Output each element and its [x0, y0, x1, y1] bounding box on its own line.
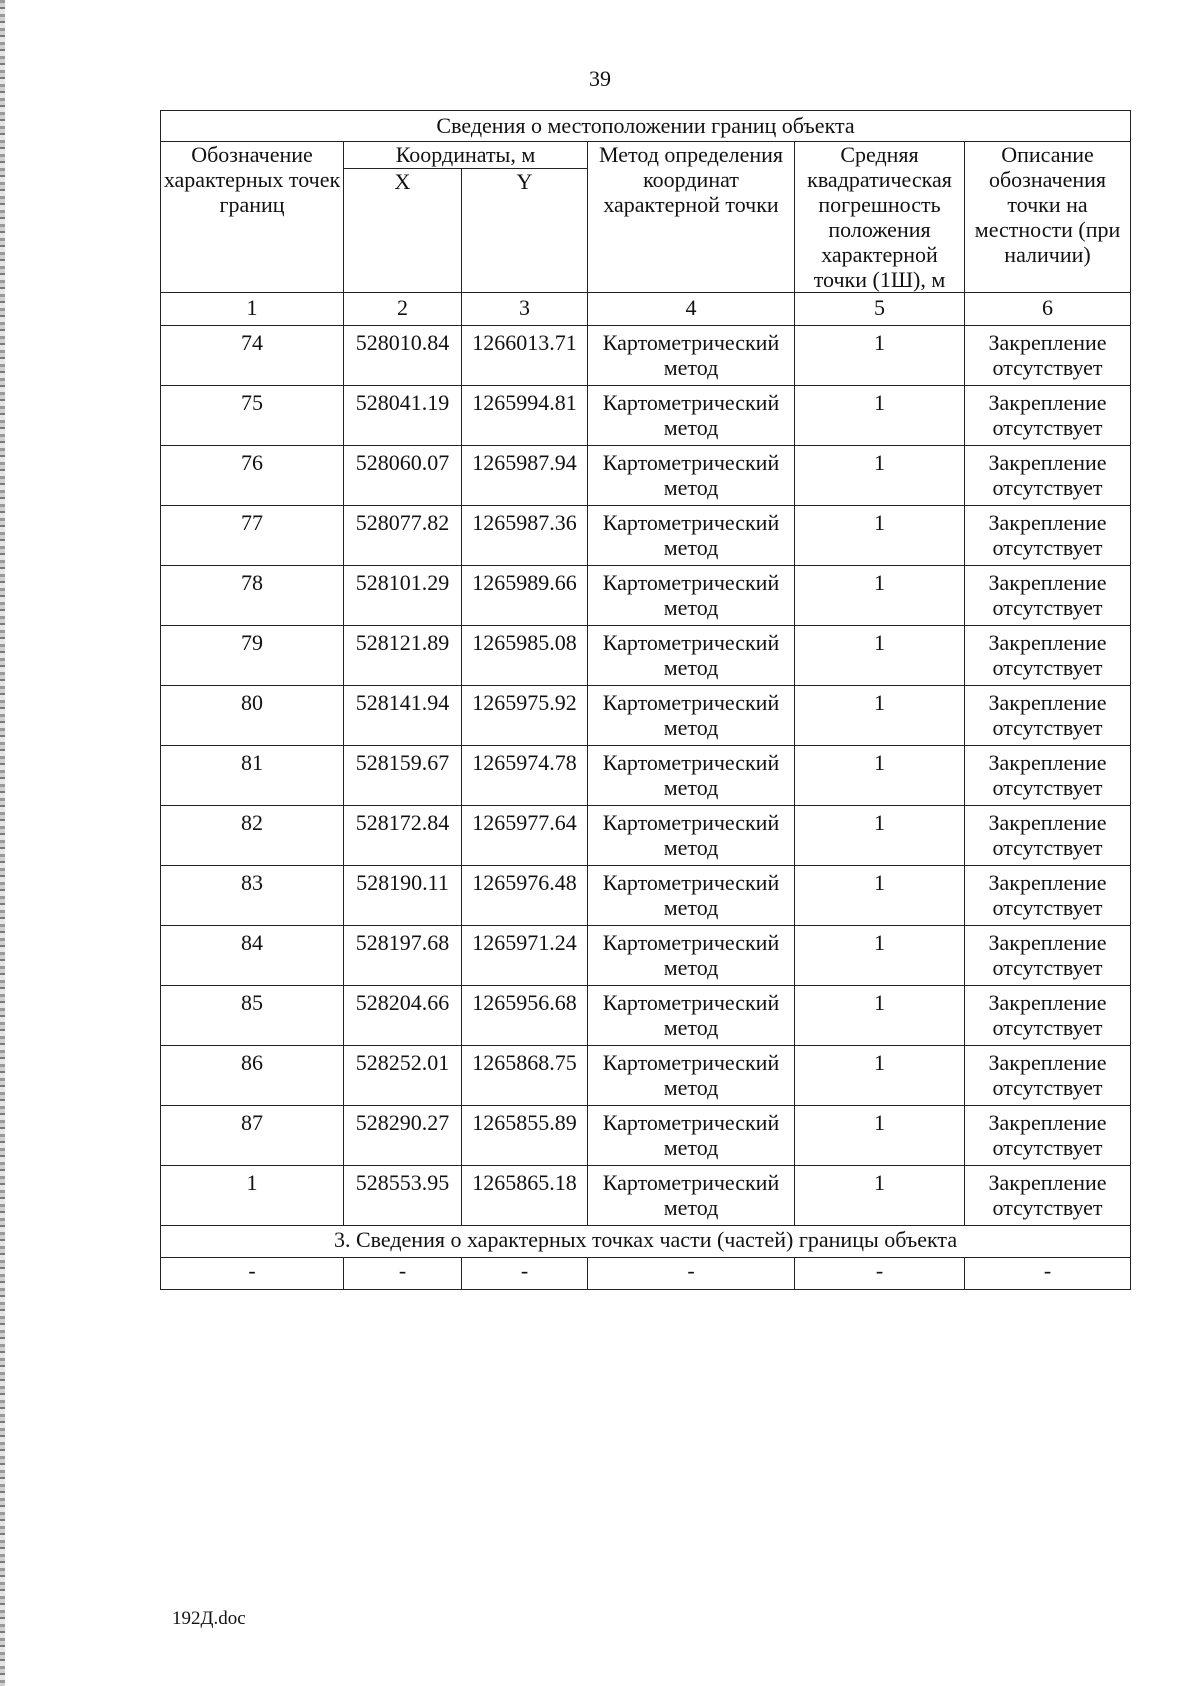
error-cell: 1 — [795, 866, 965, 926]
table-row — [161, 1046, 1131, 1106]
method-cell: Картометрический метод — [588, 1046, 795, 1106]
description-cell: Закрепление отсутствует — [965, 686, 1131, 746]
x-cell: 528553.95 — [344, 1166, 462, 1226]
table-row — [161, 1166, 1131, 1226]
table-row — [161, 806, 1131, 866]
method-cell: Картометрический метод — [588, 686, 795, 746]
error-cell: 1 — [795, 926, 965, 986]
y-cell: 1265855.89 — [462, 1106, 588, 1166]
column-number: 1 — [161, 293, 344, 326]
dash-cell: - — [795, 1258, 965, 1290]
table-row — [161, 386, 1131, 446]
point-cell: 86 — [161, 1046, 344, 1106]
section3-empty-row — [161, 1258, 1131, 1290]
y-cell: 1265994.81 — [462, 386, 588, 446]
method-cell: Картометрический метод — [588, 866, 795, 926]
y-cell: 1265989.66 — [462, 566, 588, 626]
method-cell: Картометрический метод — [588, 626, 795, 686]
dash-cell: - — [462, 1258, 588, 1290]
column-number: 6 — [965, 293, 1131, 326]
description-cell: Закрепление отсутствует — [965, 926, 1131, 986]
dash-cell: - — [588, 1258, 795, 1290]
description-cell: Закрепление отсутствует — [965, 1166, 1131, 1226]
x-cell: 528121.89 — [344, 626, 462, 686]
x-cell: 528252.01 — [344, 1046, 462, 1106]
description-cell: Закрепление отсутствует — [965, 626, 1131, 686]
scan-edge — [0, 0, 5, 1686]
x-cell: 528172.84 — [344, 806, 462, 866]
method-cell: Картометрический метод — [588, 746, 795, 806]
boundary-table — [160, 110, 1131, 1290]
column-number: 5 — [795, 293, 965, 326]
point-cell: 82 — [161, 806, 344, 866]
method-cell: Картометрический метод — [588, 1166, 795, 1226]
x-cell: 528204.66 — [344, 986, 462, 1046]
header-coordinates: Координаты, м — [344, 142, 588, 169]
y-cell: 1265985.08 — [462, 626, 588, 686]
error-cell: 1 — [795, 1106, 965, 1166]
table-title: Сведения о местоположении границ объекта — [161, 111, 1131, 142]
column-number: 3 — [462, 293, 588, 326]
boundary-table-wrapper — [160, 110, 1131, 1290]
y-cell: 1265987.94 — [462, 446, 588, 506]
footer-filename: 192Д.doc — [172, 1608, 246, 1629]
description-cell: Закрепление отсутствует — [965, 986, 1131, 1046]
x-cell: 528190.11 — [344, 866, 462, 926]
point-cell: 76 — [161, 446, 344, 506]
method-cell: Картометрический метод — [588, 566, 795, 626]
y-cell: 1265865.18 — [462, 1166, 588, 1226]
table-row — [161, 746, 1131, 806]
table-row — [161, 686, 1131, 746]
method-cell: Картометрический метод — [588, 806, 795, 866]
point-cell: 85 — [161, 986, 344, 1046]
table-row — [161, 1106, 1131, 1166]
dash-cell: - — [965, 1258, 1131, 1290]
description-cell: Закрепление отсутствует — [965, 386, 1131, 446]
table-row — [161, 326, 1131, 386]
table-row — [161, 446, 1131, 506]
error-cell: 1 — [795, 326, 965, 386]
point-cell: 84 — [161, 926, 344, 986]
y-cell: 1265956.68 — [462, 986, 588, 1046]
x-cell: 528290.27 — [344, 1106, 462, 1166]
point-cell: 78 — [161, 566, 344, 626]
header-error: Средняя квадратическая погрешность положения характерной точки (1Ш), м — [795, 142, 965, 293]
y-cell: 1266013.71 — [462, 326, 588, 386]
point-cell: 1 — [161, 1166, 344, 1226]
column-number-row — [161, 293, 1131, 326]
header-description: Описание обозначения точки на местности (при наличии) — [965, 142, 1131, 293]
error-cell: 1 — [795, 806, 965, 866]
method-cell: Картометрический метод — [588, 386, 795, 446]
header-method: Метод определения координат характерной точки — [588, 142, 795, 293]
column-number: 4 — [588, 293, 795, 326]
error-cell: 1 — [795, 626, 965, 686]
error-cell: 1 — [795, 1046, 965, 1106]
point-cell: 81 — [161, 746, 344, 806]
section3-title: 3. Сведения о характерных точках части (частей) границы объекта — [161, 1226, 1131, 1258]
error-cell: 1 — [795, 386, 965, 446]
x-cell: 528101.29 — [344, 566, 462, 626]
section3-row — [161, 1226, 1131, 1258]
y-cell: 1265976.48 — [462, 866, 588, 926]
x-cell: 528197.68 — [344, 926, 462, 986]
error-cell: 1 — [795, 746, 965, 806]
header-designation: Обозначение характерных точек границ — [161, 142, 344, 293]
error-cell: 1 — [795, 1166, 965, 1226]
y-cell: 1265974.78 — [462, 746, 588, 806]
error-cell: 1 — [795, 566, 965, 626]
table-row — [161, 626, 1131, 686]
description-cell: Закрепление отсутствует — [965, 806, 1131, 866]
point-cell: 80 — [161, 686, 344, 746]
page-number: 39 — [589, 66, 611, 91]
x-cell: 528159.67 — [344, 746, 462, 806]
description-cell: Закрепление отсутствует — [965, 506, 1131, 566]
header-y: Y — [462, 169, 588, 293]
column-number: 2 — [344, 293, 462, 326]
x-cell: 528141.94 — [344, 686, 462, 746]
point-cell: 83 — [161, 866, 344, 926]
y-cell: 1265971.24 — [462, 926, 588, 986]
method-cell: Картометрический метод — [588, 1106, 795, 1166]
x-cell: 528060.07 — [344, 446, 462, 506]
error-cell: 1 — [795, 446, 965, 506]
x-cell: 528041.19 — [344, 386, 462, 446]
error-cell: 1 — [795, 686, 965, 746]
y-cell: 1265975.92 — [462, 686, 588, 746]
point-cell: 74 — [161, 326, 344, 386]
dash-cell: - — [344, 1258, 462, 1290]
description-cell: Закрепление отсутствует — [965, 746, 1131, 806]
description-cell: Закрепление отсутствует — [965, 566, 1131, 626]
description-cell: Закрепление отсутствует — [965, 326, 1131, 386]
method-cell: Картометрический метод — [588, 506, 795, 566]
method-cell: Картометрический метод — [588, 926, 795, 986]
method-cell: Картометрический метод — [588, 446, 795, 506]
method-cell: Картометрический метод — [588, 986, 795, 1046]
error-cell: 1 — [795, 986, 965, 1046]
x-cell: 528010.84 — [344, 326, 462, 386]
description-cell: Закрепление отсутствует — [965, 1046, 1131, 1106]
point-cell: 79 — [161, 626, 344, 686]
x-cell: 528077.82 — [344, 506, 462, 566]
table-row — [161, 986, 1131, 1046]
dash-cell: - — [161, 1258, 344, 1290]
point-cell: 87 — [161, 1106, 344, 1166]
description-cell: Закрепление отсутствует — [965, 446, 1131, 506]
y-cell: 1265977.64 — [462, 806, 588, 866]
table-row — [161, 866, 1131, 926]
header-x: X — [344, 169, 462, 293]
description-cell: Закрепление отсутствует — [965, 1106, 1131, 1166]
point-cell: 77 — [161, 506, 344, 566]
description-cell: Закрепление отсутствует — [965, 866, 1131, 926]
table-row — [161, 566, 1131, 626]
y-cell: 1265868.75 — [462, 1046, 588, 1106]
table-row — [161, 506, 1131, 566]
method-cell: Картометрический метод — [588, 326, 795, 386]
point-cell: 75 — [161, 386, 344, 446]
table-row — [161, 926, 1131, 986]
error-cell: 1 — [795, 506, 965, 566]
y-cell: 1265987.36 — [462, 506, 588, 566]
